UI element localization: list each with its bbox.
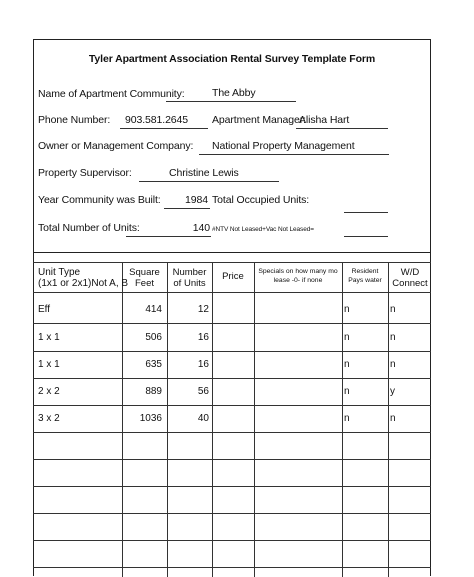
- row-line-5: [33, 432, 431, 433]
- row-line-8: [33, 513, 431, 514]
- row-5-water[interactable]: n: [344, 413, 350, 424]
- year-built-label: Year Community was Built:: [38, 194, 161, 206]
- row-5-sqft[interactable]: 1036: [139, 413, 162, 424]
- row-line-1: [33, 323, 431, 324]
- header-sqft-line2: Feet: [134, 278, 154, 289]
- row-1-units[interactable]: 12: [197, 304, 209, 315]
- table-header-bottom: [33, 292, 431, 293]
- community-underline: [166, 101, 296, 102]
- table-header-top: [33, 262, 431, 263]
- row-3-water[interactable]: n: [344, 359, 350, 370]
- header-unit-type-line1: Unit Type: [38, 267, 81, 278]
- row-3-type[interactable]: 1 x 1: [38, 359, 60, 370]
- row-5-units[interactable]: 40: [197, 413, 209, 424]
- header-wd-line1: W/D: [400, 267, 420, 278]
- table-top-border: [33, 252, 431, 253]
- supervisor-value[interactable]: Christine Lewis: [169, 167, 239, 179]
- row-5-wd[interactable]: n: [390, 413, 396, 424]
- header-units-line1: Number: [172, 267, 207, 278]
- row-1-water[interactable]: n: [344, 304, 350, 315]
- row-4-water[interactable]: n: [344, 386, 350, 397]
- manager-value[interactable]: Alisha Hart: [299, 114, 350, 126]
- supervisor-label: Property Supervisor:: [38, 167, 132, 179]
- header-resident-line1: Resident: [351, 268, 379, 275]
- row-line-3: [33, 378, 431, 379]
- row-line-6: [33, 459, 431, 460]
- row-2-water[interactable]: n: [344, 332, 350, 343]
- owner-label: Owner or Management Company:: [38, 140, 194, 152]
- header-specials-line1: Specials on how many mo: [258, 268, 338, 275]
- row-line-10: [33, 567, 431, 568]
- row-2-sqft[interactable]: 506: [145, 332, 162, 343]
- row-3-sqft[interactable]: 635: [145, 359, 162, 370]
- row-1-sqft[interactable]: 414: [145, 304, 162, 315]
- header-price: Price: [222, 271, 244, 282]
- row-2-units[interactable]: 16: [197, 332, 209, 343]
- header-units-line2: of Units: [173, 278, 206, 289]
- header-sqft-line1: Square: [129, 267, 160, 278]
- col-line-price: [212, 262, 213, 577]
- header-unit-type: [38, 267, 128, 289]
- row-4-units[interactable]: 56: [197, 386, 209, 397]
- header-resident-pays-water: [342, 267, 388, 285]
- total-units-underline: [126, 236, 211, 237]
- header-specials-line2: lease -0- if none: [273, 277, 323, 284]
- row-4-type[interactable]: 2 x 2: [38, 386, 60, 397]
- year-built-underline: [164, 208, 210, 209]
- header-wd-connect: [388, 267, 432, 289]
- ntv-note: #NTV Not Leased+Vac Not Leased=: [212, 226, 314, 233]
- year-built-value[interactable]: 1984: [185, 194, 208, 206]
- row-4-sqft[interactable]: 889: [145, 386, 162, 397]
- community-label: Name of Apartment Community:: [38, 88, 185, 100]
- survey-form: [33, 39, 431, 576]
- header-number-of-units: [167, 267, 212, 289]
- row-1-type[interactable]: Eff: [38, 304, 51, 315]
- owner-value[interactable]: National Property Management: [212, 140, 355, 152]
- header-square-feet: [122, 267, 167, 289]
- phone-underline: [120, 128, 208, 129]
- header-unit-type-line2: (1x1 or 2x1)Not A, B: [38, 278, 129, 289]
- ntv-underline: [344, 236, 388, 237]
- occupied-units-label: Total Occupied Units:: [212, 194, 310, 206]
- row-4-wd[interactable]: y: [390, 386, 395, 397]
- header-specials: [254, 267, 342, 285]
- row-2-wd[interactable]: n: [390, 332, 396, 343]
- header-wd-line2: Connect: [392, 278, 428, 289]
- supervisor-underline: [139, 181, 279, 182]
- row-line-9: [33, 540, 431, 541]
- manager-underline: [296, 128, 388, 129]
- row-line-2: [33, 351, 431, 352]
- community-value[interactable]: The Abby: [212, 87, 256, 99]
- header-resident-line2: Pays water: [348, 277, 382, 284]
- row-line-4: [33, 405, 431, 406]
- occupied-units-underline: [344, 212, 388, 213]
- col-line-water: [342, 262, 343, 577]
- total-units-value[interactable]: 140: [192, 222, 210, 234]
- row-3-wd[interactable]: n: [390, 359, 396, 370]
- row-2-type[interactable]: 1 x 1: [38, 332, 60, 343]
- row-5-type[interactable]: 3 x 2: [38, 413, 60, 424]
- phone-label: Phone Number:: [38, 114, 111, 126]
- row-line-7: [33, 486, 431, 487]
- row-3-units[interactable]: 16: [197, 359, 209, 370]
- owner-underline: [199, 154, 389, 155]
- form-title: Tyler Apartment Association Rental Survey Template Form: [88, 53, 376, 65]
- total-units-label: Total Number of Units:: [38, 222, 140, 234]
- col-line-specials: [254, 262, 255, 577]
- row-1-wd[interactable]: n: [390, 304, 396, 315]
- col-line-wd: [388, 262, 389, 577]
- manager-label: Apartment Manager:: [212, 114, 306, 126]
- phone-value[interactable]: 903.581.2645: [125, 114, 189, 126]
